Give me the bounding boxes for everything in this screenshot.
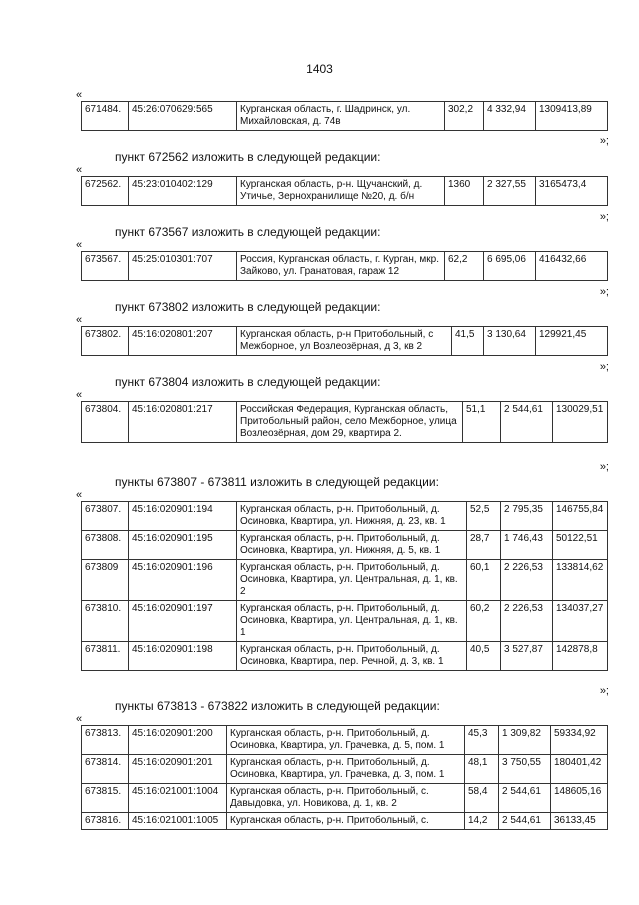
open-quote: « bbox=[76, 389, 83, 401]
cell-rate: 2 544,61 bbox=[499, 813, 551, 830]
cell-area: 302,2 bbox=[445, 102, 484, 131]
table-row bbox=[82, 252, 608, 281]
table-row bbox=[82, 102, 608, 131]
cell-value: 133814,62 bbox=[553, 560, 608, 601]
cell-rate: 2 226,53 bbox=[501, 601, 553, 642]
cell-area: 40,5 bbox=[467, 642, 501, 671]
cell-number: 673814. bbox=[82, 755, 129, 784]
cell-value: 50122,51 bbox=[553, 531, 608, 560]
cell-area: 41,5 bbox=[452, 327, 484, 356]
cell-value: 1309413,89 bbox=[536, 102, 608, 131]
cell-number: 673802. bbox=[82, 327, 129, 356]
cell-address: Курганская область, р-н. Притобольный, д. Осиновка, Квартира, пер. Речной, д. 3, кв. 1 bbox=[237, 642, 467, 671]
cell-number: 673815. bbox=[82, 784, 129, 813]
property-table bbox=[81, 101, 608, 131]
cell-cadastral: 45:16:020801:207 bbox=[129, 327, 237, 356]
table-row bbox=[82, 755, 608, 784]
cell-number: 673567. bbox=[82, 252, 129, 281]
cell-value: 59334,92 bbox=[551, 726, 608, 755]
cell-area: 58,4 bbox=[465, 784, 499, 813]
cell-cadastral: 45:16:020901:196 bbox=[129, 560, 237, 601]
property-table bbox=[81, 501, 608, 671]
cell-cadastral: 45:16:021001:1005 bbox=[129, 813, 227, 830]
page-number: 1403 bbox=[306, 62, 333, 76]
cell-address: Курганская область, р-н. Притобольный, с. Давыдовка, ул. Новикова, д. 1, кв. 2 bbox=[227, 784, 465, 813]
instruction-text: пункты 673813 - 673822 изложить в следующей редакции: bbox=[115, 699, 440, 713]
instruction-text: пункт 673804 изложить в следующей редакции: bbox=[115, 375, 381, 389]
cell-address: Курганская область, г. Шадринск, ул. Михайловская, д. 74в bbox=[237, 102, 445, 131]
table-row bbox=[82, 601, 608, 642]
cell-rate: 2 795,35 bbox=[501, 502, 553, 531]
cell-area: 48,1 bbox=[465, 755, 499, 784]
cell-address: Россия, Курганская область, г. Курган, мкр. Зайково, ул. Гранатовая, гараж 12 bbox=[237, 252, 445, 281]
cell-area: 1360 bbox=[445, 177, 484, 206]
table-row bbox=[82, 642, 608, 671]
cell-number: 673813. bbox=[82, 726, 129, 755]
cell-rate: 6 695,06 bbox=[484, 252, 536, 281]
table-row bbox=[82, 327, 608, 356]
open-quote: « bbox=[76, 314, 83, 326]
cell-rate: 4 332,94 bbox=[484, 102, 536, 131]
cell-cadastral: 45:16:020901:195 bbox=[129, 531, 237, 560]
cell-cadastral: 45:16:021001:1004 bbox=[129, 784, 227, 813]
property-table bbox=[81, 176, 608, 206]
close-quote: »; bbox=[599, 286, 609, 298]
cell-address: Российская Федерация, Курганская область, Притобольный район, село Межборное, улица Возлеозёрная, дом 29, квартира 2. bbox=[237, 402, 463, 443]
instruction-text: пункт 673802 изложить в следующей редакции: bbox=[115, 300, 381, 314]
cell-cadastral: 45:16:020901:200 bbox=[129, 726, 227, 755]
cell-address: Курганская область, р-н. Притобольный, д. Осиновка, Квартира, ул. Грачевка, д. 5, пом. 1 bbox=[227, 726, 465, 755]
cell-rate: 3 130,64 bbox=[484, 327, 536, 356]
cell-area: 60,1 bbox=[467, 560, 501, 601]
close-quote: »; bbox=[599, 135, 609, 147]
property-table bbox=[81, 251, 608, 281]
cell-value: 142878,8 bbox=[553, 642, 608, 671]
cell-cadastral: 45:16:020901:194 bbox=[129, 502, 237, 531]
table-row bbox=[82, 813, 608, 830]
cell-cadastral: 45:26:070629:565 bbox=[129, 102, 237, 131]
cell-rate: 3 750,55 bbox=[499, 755, 551, 784]
table-row bbox=[82, 502, 608, 531]
cell-cadastral: 45:16:020901:201 bbox=[129, 755, 227, 784]
cell-number: 673810. bbox=[82, 601, 129, 642]
cell-rate: 2 327,55 bbox=[484, 177, 536, 206]
cell-number: 671484. bbox=[82, 102, 129, 131]
cell-value: 146755,84 bbox=[553, 502, 608, 531]
close-quote: »; bbox=[599, 685, 609, 697]
property-table bbox=[81, 401, 608, 443]
table-row bbox=[82, 726, 608, 755]
instruction-text: пункт 673567 изложить в следующей редакции: bbox=[115, 225, 381, 239]
cell-address: Курганская область, р-н. Притобольный, д. Осиновка, Квартира, ул. Центральная, д. 1, кв. 1 bbox=[237, 601, 467, 642]
property-table bbox=[81, 725, 608, 830]
cell-area: 52,5 bbox=[467, 502, 501, 531]
table-row bbox=[82, 560, 608, 601]
cell-value: 416432,66 bbox=[536, 252, 608, 281]
open-quote: « bbox=[76, 164, 83, 176]
cell-number: 673804. bbox=[82, 402, 129, 443]
cell-number: 673809 bbox=[82, 560, 129, 601]
instruction-text: пункт 672562 изложить в следующей редакции: bbox=[115, 150, 381, 164]
cell-value: 36133,45 bbox=[551, 813, 608, 830]
cell-area: 62,2 bbox=[445, 252, 484, 281]
cell-rate: 2 544,61 bbox=[501, 402, 553, 443]
table-row bbox=[82, 177, 608, 206]
cell-address: Курганская область, р-н Притобольный, с Межборное, ул Возлеозёрная, д 3, кв 2 bbox=[237, 327, 452, 356]
cell-area: 45,3 bbox=[465, 726, 499, 755]
cell-number: 672562. bbox=[82, 177, 129, 206]
cell-address: Курганская область, р-н. Притобольный, д. Осиновка, Квартира, ул. Центральная, д. 1, кв. 2 bbox=[237, 560, 467, 601]
cell-rate: 2 226,53 bbox=[501, 560, 553, 601]
cell-value: 3165473,4 bbox=[536, 177, 608, 206]
cell-value: 148605,16 bbox=[551, 784, 608, 813]
cell-area: 14,2 bbox=[465, 813, 499, 830]
cell-rate: 3 527,87 bbox=[501, 642, 553, 671]
open-quote: « bbox=[76, 713, 83, 725]
cell-value: 134037,27 bbox=[553, 601, 608, 642]
cell-rate: 1 746,43 bbox=[501, 531, 553, 560]
open-quote: « bbox=[76, 489, 83, 501]
cell-cadastral: 45:16:020901:198 bbox=[129, 642, 237, 671]
cell-number: 673807. bbox=[82, 502, 129, 531]
cell-cadastral: 45:16:020801:217 bbox=[129, 402, 237, 443]
cell-number: 673811. bbox=[82, 642, 129, 671]
cell-area: 28,7 bbox=[467, 531, 501, 560]
cell-cadastral: 45:25:010301:707 bbox=[129, 252, 237, 281]
open-quote: « bbox=[76, 239, 83, 251]
cell-cadastral: 45:23:010402:129 bbox=[129, 177, 237, 206]
cell-area: 51,1 bbox=[463, 402, 501, 443]
table-row bbox=[82, 531, 608, 560]
instruction-text: пункты 673807 - 673811 изложить в следующей редакции: bbox=[115, 475, 439, 489]
cell-address: Курганская область, р-н. Притобольный, д. Осиновка, Квартира, ул. Грачевка, д. 3, пом. 1 bbox=[227, 755, 465, 784]
close-quote: »; bbox=[599, 211, 609, 223]
cell-rate: 2 544,61 bbox=[499, 784, 551, 813]
cell-cadastral: 45:16:020901:197 bbox=[129, 601, 237, 642]
cell-address: Курганская область, р-н. Щучанский, д. Утичье, Зернохранилище №20, д. б/н bbox=[237, 177, 445, 206]
table-row bbox=[82, 402, 608, 443]
cell-number: 673816. bbox=[82, 813, 129, 830]
open-quote: « bbox=[76, 89, 83, 101]
cell-address: Курганская область, р-н. Притобольный, с. bbox=[227, 813, 465, 830]
cell-rate: 1 309,82 bbox=[499, 726, 551, 755]
property-table bbox=[81, 326, 608, 356]
cell-value: 129921,45 bbox=[536, 327, 608, 356]
table-row bbox=[82, 784, 608, 813]
cell-address: Курганская область, р-н. Притобольный, д. Осиновка, Квартира, ул. Нижняя, д. 23, кв. 1 bbox=[237, 502, 467, 531]
cell-area: 60,2 bbox=[467, 601, 501, 642]
cell-number: 673808. bbox=[82, 531, 129, 560]
close-quote: »; bbox=[599, 461, 609, 473]
cell-address: Курганская область, р-н. Притобольный, д. Осиновка, Квартира, ул. Нижняя, д. 5, кв. 1 bbox=[237, 531, 467, 560]
cell-value: 130029,51 bbox=[553, 402, 608, 443]
close-quote: »; bbox=[599, 361, 609, 373]
cell-value: 180401,42 bbox=[551, 755, 608, 784]
